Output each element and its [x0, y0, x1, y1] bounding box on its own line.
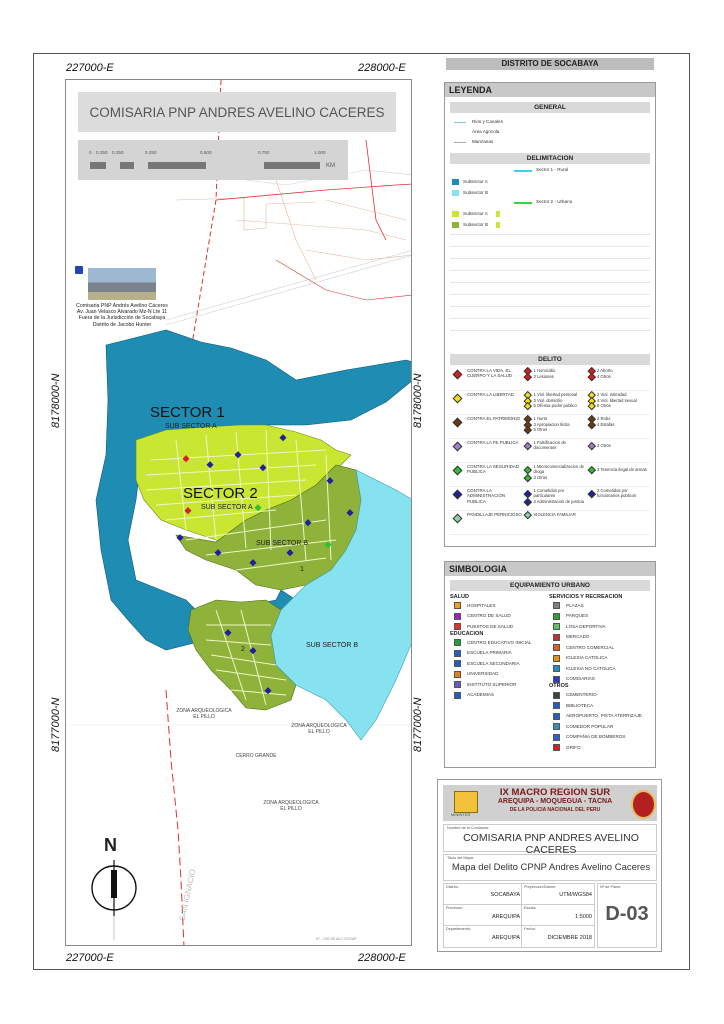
escala-value: 1:5000: [575, 914, 592, 920]
delito-row: [450, 463, 650, 487]
delito-item-label: 3 Otros: [533, 474, 548, 480]
delito-row: [450, 391, 650, 415]
delito-item-label: 1 Cometidos por particulares: [533, 488, 565, 499]
sub-sector-b-label: SUB SECTOR B: [306, 642, 358, 649]
equipamiento-icon: [553, 713, 560, 720]
simbologia-item: [549, 663, 650, 674]
delim-subA: Subsector A: [463, 179, 488, 184]
plano-value: D-03: [605, 903, 649, 925]
delito-diamond-icon: [453, 466, 463, 476]
simbologia-label: CEMENTERIO: [566, 692, 597, 698]
delito-item: [525, 488, 587, 499]
simbologia-label: PUESTOS DE SALUD: [467, 623, 514, 629]
simbologia-label: COMPAÑIA DE BOMBEROS: [566, 734, 626, 740]
simbologia-item: [549, 711, 650, 722]
delito-row: [450, 367, 650, 391]
simbologia-label: AEROPUERTO, PISTA ATERRIZAJE: [566, 713, 642, 719]
road-label: SAN IGNACIO: [177, 868, 198, 922]
delim-sector1: Sector 1 - Rural: [536, 167, 569, 172]
delito-item-label: 2 Otros: [597, 442, 611, 448]
simbologia-item: [549, 732, 650, 743]
region-title: IX MACRO REGION SUR: [499, 787, 611, 798]
delito-item-label: 3 Viol. domicilio: [533, 397, 563, 403]
simbologia-label: ACADEMIAS: [467, 692, 495, 698]
simbologia-panel: [444, 561, 656, 768]
delito-item-label: 3 Lesiones: [533, 373, 554, 379]
delito-item: [525, 464, 587, 475]
coord-x-right-top: 228000-E: [358, 62, 406, 74]
simbologia-item: [450, 690, 549, 701]
delito-item: [525, 512, 587, 518]
delito-item-icon: [587, 442, 595, 450]
simbologia-item: [450, 648, 549, 659]
legend-title: LEYENDA: [445, 83, 655, 97]
delito-item-icon: [524, 474, 532, 482]
delito-item-icon: [587, 420, 595, 428]
dep-value: AREQUIPA: [491, 935, 520, 941]
delito-item-icon: [524, 442, 532, 450]
simbologia-item: [450, 679, 549, 690]
road-network: [176, 180, 412, 280]
equipamiento-icon: [553, 692, 560, 699]
simbologia-label: PLAZAS: [566, 602, 584, 608]
mininter-text: MININTER: [451, 812, 471, 817]
photo-caption: Comisaria PNP Andrés Avelino Cáceres Av. Juan Velasco Alvarado Mz-N Lte 11 Fuera de la Jurisdicción de Socabaya Distrito de Jacobo Hunter: [76, 303, 168, 328]
delito-item-label: 1 Hurto: [533, 416, 548, 422]
scale-bar: 0 0.250 0.250 0.250 0.500 0.750 1.000 KM: [78, 140, 348, 180]
delito-diamond-icon: [453, 514, 463, 524]
delito-diamond-icon: [453, 442, 463, 452]
plano-label: Nº de Plano:: [600, 885, 622, 889]
delito-category: CONTRA EL PATRIMONIO: [467, 416, 521, 421]
boundary-right: [366, 140, 386, 240]
delito-item-label: 1 Viol. libertad personal: [533, 392, 578, 398]
simbologia-item: [450, 637, 549, 648]
simbologia-label: ESCUELA SECUNDARIA: [467, 660, 520, 666]
delito-item-icon: [524, 402, 532, 410]
delito-item-icon: [524, 466, 532, 474]
simbologia-label: LOSA DEPORTIVA: [566, 623, 606, 629]
sector1-sub-label: SUB SECTOR A: [165, 423, 217, 430]
boundary-mid: [276, 260, 412, 300]
delito-item: [525, 499, 587, 505]
delito-category: PANDILLAJE PERNICIOSO: [467, 512, 522, 517]
simbologia-label: GRIFO: [566, 744, 581, 750]
delito-category: CONTRA LA ADMINISTRACION PUBLICA: [467, 488, 506, 504]
delito-item-label: 1 Homicidio: [533, 368, 556, 374]
delim-sector2: Sector 2 - Urbano: [536, 199, 573, 204]
cerro-grande-label: CERRO GRANDE: [235, 753, 277, 759]
general-item: Rios y Canales: [472, 119, 503, 125]
delito-item-label: 2 Cometidos por funcionarios publicos: [597, 488, 637, 499]
equipamiento-icon: [553, 734, 560, 741]
delito-item-label: 4 Otros: [597, 373, 611, 379]
delim-subA2: Subsector A: [463, 211, 488, 216]
equipamiento-icon: [553, 702, 560, 709]
pnp-shield-icon: [631, 790, 656, 819]
delito-item-label: 1 Microcomercializacion de droga: [533, 464, 585, 475]
delito-item: [589, 440, 651, 451]
simbologia-item: [549, 621, 650, 632]
simbologia-title: SIMBOLOGIA: [445, 562, 655, 576]
delito-item: [589, 464, 651, 475]
equipamiento-icon: [553, 744, 560, 751]
district-header: DISTRITO DE SOCABAYA: [446, 58, 654, 70]
delito-item: [525, 374, 587, 380]
coord-y-lower-right: 8177000-N: [412, 697, 424, 752]
equipamiento-icon: [454, 671, 461, 678]
equipamiento-icon: [553, 723, 560, 730]
simbologia-item: [549, 632, 650, 643]
delito-category: CONTRA LA LIBERTAD: [467, 392, 514, 397]
simbologia-label: UNIVERSIDAD: [467, 671, 499, 677]
equipamiento-icon: [553, 665, 560, 672]
equipamiento-icon: [454, 613, 461, 620]
equipamiento-icon: [454, 681, 461, 688]
map-svg: [66, 80, 412, 946]
delito-item-label: VIOLENCIA FAMILIAR: [533, 512, 576, 518]
delito-diamond-icon: [453, 418, 463, 428]
general-title: GENERAL: [450, 102, 650, 113]
delito-item-label: 4 Estafas: [597, 421, 615, 427]
coord-y-lower-left: 8177000-N: [50, 697, 62, 752]
equipamiento-icon: [454, 692, 461, 699]
simbologia-item: [450, 669, 549, 680]
simbologia-label: PARQUES: [566, 613, 589, 619]
delito-item-label: 1 Falsificacion de documentos: [533, 440, 566, 451]
delito-item-icon: [587, 372, 595, 380]
distrito-value: SOCABAYA: [490, 892, 520, 898]
delito-item-icon: [587, 402, 595, 410]
delito-item-label: 3 Administracion de justicia: [533, 498, 585, 504]
legend-panel: [444, 82, 656, 547]
equipamiento-icon: [454, 639, 461, 646]
delito-item-label: 4 Viol. libertad sexual: [597, 397, 637, 403]
sector1-label: SECTOR 1: [150, 404, 225, 421]
delito-row: [450, 415, 650, 439]
delito-item-icon: [587, 466, 595, 474]
equipamiento-icon: [454, 623, 461, 630]
equipamiento-icon: [553, 655, 560, 662]
delito-item-label: 2 Robo: [597, 416, 611, 422]
simbologia-item: [450, 611, 549, 622]
simb-right-col: SERVICIOS Y RECREACION PLAZAS PARQUES LOSA DEPORTIVA MERCADO CENTRO COMERCIAL IGLESIA CATOLICA IGLESIA NO CATOLICA COMISARIAS OTROS CEMENTERIO BIBLIOTECA AEROPUERTO, PISTA ATERRIZAJE COMEDOR POPULAR COMPAÑIA DE BOMBEROS GRIFO: [549, 595, 650, 753]
delim-subB2: Subsector B: [463, 222, 489, 227]
simbologia-label: MERCADO: [566, 634, 590, 640]
delito-row: [450, 439, 650, 463]
boundary-top: [216, 184, 412, 200]
equipamiento-icon: [454, 660, 461, 667]
simbologia-item: [450, 658, 549, 669]
delito-item-icon: [524, 372, 532, 380]
map-frame: [65, 79, 412, 946]
delito-category: CONTRA LA VIDA, EL CUERPO Y LA SALUD: [467, 368, 512, 379]
simbologia-item: [549, 742, 650, 753]
delito-item-label: 6 Otros: [597, 403, 611, 409]
region-sub2: DE LA POLICIA NACIONAL DEL PERU: [509, 807, 601, 813]
delito-item-icon: [587, 490, 595, 498]
simbologia-label: HOSPITALES: [467, 602, 496, 608]
delito-diamond-icon: [453, 394, 463, 404]
simbologia-label: IGLESIA CATOLICA: [566, 655, 608, 661]
map-title: COMISARIA PNP ANDRES AVELINO CACERES: [78, 92, 396, 132]
num-1-label: 1: [300, 566, 304, 573]
fecha-value: DICIEMBRE 2018: [547, 935, 592, 941]
simbologia-label: CENTRO COMERCIAL: [566, 644, 614, 650]
simbologia-label: IGLESIA NO CATOLICA: [566, 665, 616, 671]
simbologia-label: COMEDOR POPULAR: [566, 723, 614, 729]
simbologia-item: [549, 721, 650, 732]
simbologia-item: [549, 600, 650, 611]
delito-item: [525, 427, 587, 433]
zona-arqueologica-2: ZONA ARQUEOLOGICA EL PILLO: [291, 723, 347, 735]
num-2-label: 2: [241, 646, 245, 653]
delito-item: [589, 374, 651, 380]
equipamiento-icon: [553, 602, 560, 609]
delito-category: CONTRA LA SEGURIDAD PUBLICA: [467, 464, 519, 475]
simbologia-item: [549, 690, 650, 701]
simbologia-label: CENTRO DE SALUD: [467, 613, 511, 619]
delito-item: [525, 475, 587, 481]
proy-label: Proyeccion/Datum:: [524, 885, 557, 889]
coord-x-left-top: 227000-E: [66, 62, 114, 74]
delim-subB: Subsector B: [463, 190, 489, 195]
equipamiento-icon: [553, 634, 560, 641]
region-sub1: AREQUIPA - MOQUEGUA - TACNA: [497, 798, 613, 805]
coord-y-upper-right: 8178000-N: [412, 373, 424, 428]
sector2-label: SECTOR 2: [183, 485, 258, 502]
delito-title: DELITO: [450, 354, 650, 365]
equipamiento-icon: [454, 602, 461, 609]
mininter-logo: [454, 791, 478, 813]
delito-category: CONTRA LA FE PUBLICA: [467, 440, 519, 445]
delito-item-icon: [524, 426, 532, 434]
simbologia-label: COMISARIAS: [566, 676, 595, 682]
sector2-sub-b-label: SUB SECTOR B: [256, 540, 308, 547]
delito-list: [450, 367, 650, 535]
delito-diamond-icon: [453, 490, 463, 500]
simb-left-col: SALUD HOSPITALES CENTRO DE SALUD PUESTOS DE SALUD EDUCACION CENTRO EDUCATIVO INICIAL ESCUELA PRIMARIA ESCUELA SECUNDARIA UNIVERSIDAD INSTITUTO SUPERIOR ACADEMIAS: [450, 595, 549, 753]
delito-row: [450, 511, 650, 535]
cartouche: [437, 779, 662, 952]
simbologia-label: CENTRO EDUCATIVO INICIAL: [467, 639, 532, 645]
equipamiento-icon: [553, 623, 560, 630]
delito-item-label: 2 Aborto: [597, 368, 613, 374]
zona-arqueologica-3: ZONA ARQUEOLOGICA EL PILLO: [263, 800, 319, 812]
delito-item-label: 5 Ofensa pudor publico: [533, 403, 577, 409]
delito-item-icon: [524, 490, 532, 498]
fecha-label: Fecha:: [524, 927, 536, 931]
simbologia-item: [549, 700, 650, 711]
distrito-label: Distrito:: [446, 885, 459, 889]
comisaria-name: COMISARIA PNP ANDRES AVELINO CACERES: [463, 832, 639, 856]
zona-arqueologica-1: ZONA ARQUEOLOGICA EL PILLO: [176, 708, 232, 720]
simbologia-label: ESCUELA PRIMARIA: [467, 650, 512, 656]
sector2-sub-a-label: SUB SECTOR A: [201, 504, 253, 511]
mapa-title: Mapa del Delito CPNP Andres Avelino Caceres: [451, 862, 651, 873]
delito-item-label: 2 Viol. intimidad: [597, 392, 627, 398]
simbologia-item: [549, 642, 650, 653]
prov-value: AREQUIPA: [491, 914, 520, 920]
coord-x-right-bottom: 228000-E: [358, 952, 406, 964]
delito-item-label: 3 Apropiacion Ilicita: [533, 421, 570, 427]
general-item: Area Agricola: [472, 129, 500, 135]
delimitacion-title: DELIMITACION: [450, 153, 650, 164]
delito-item: [525, 403, 587, 409]
equipamiento-icon: [553, 644, 560, 651]
delito-item: [589, 403, 651, 409]
delito-item-icon: [524, 498, 532, 506]
escala-label: Escala:: [524, 906, 537, 910]
delito-row: [450, 487, 650, 511]
coord-x-left-bottom: 227000-E: [66, 952, 114, 964]
simbologia-label: INSTITUTO SUPERIOR: [467, 681, 517, 687]
equipamiento-title: EQUIPAMIENTO URBANO: [450, 580, 650, 591]
delito-item-icon: [524, 511, 532, 519]
simbologia-item: [450, 600, 549, 611]
comisaria-label: Nombre de la Comisaria:: [447, 826, 489, 830]
simbologia-item: [549, 611, 650, 622]
delito-diamond-icon: [453, 370, 463, 380]
proy-value: UTM/WGS84: [559, 892, 592, 898]
coord-y-upper-left: 8178000-N: [50, 373, 62, 428]
general-item: Manzanas: [472, 139, 494, 145]
prov-label: Provincia:: [446, 906, 463, 910]
footer-note: 07 - SIG SE ALC.COSAP: [316, 937, 357, 941]
north-label: N: [104, 835, 117, 855]
police-icon: [75, 266, 83, 274]
delito-item-label: 5 Otros: [533, 427, 548, 433]
delito-item: [589, 488, 651, 499]
equipamiento-icon: [454, 650, 461, 657]
north-arrow: [92, 860, 136, 940]
simbologia-label: BIBLIOTECA: [566, 702, 594, 708]
delito-item-label: 2 Tenencia ilegal de armas: [597, 466, 647, 472]
delito-item: [589, 422, 651, 428]
dep-label: Departamento:: [446, 927, 472, 931]
equipamiento-icon: [553, 676, 560, 683]
station-photo: [88, 268, 156, 300]
simbologia-item: [549, 653, 650, 664]
mapa-label: Titulo del Mapa:: [447, 856, 474, 860]
delito-item: [525, 440, 587, 451]
equipamiento-icon: [553, 613, 560, 620]
